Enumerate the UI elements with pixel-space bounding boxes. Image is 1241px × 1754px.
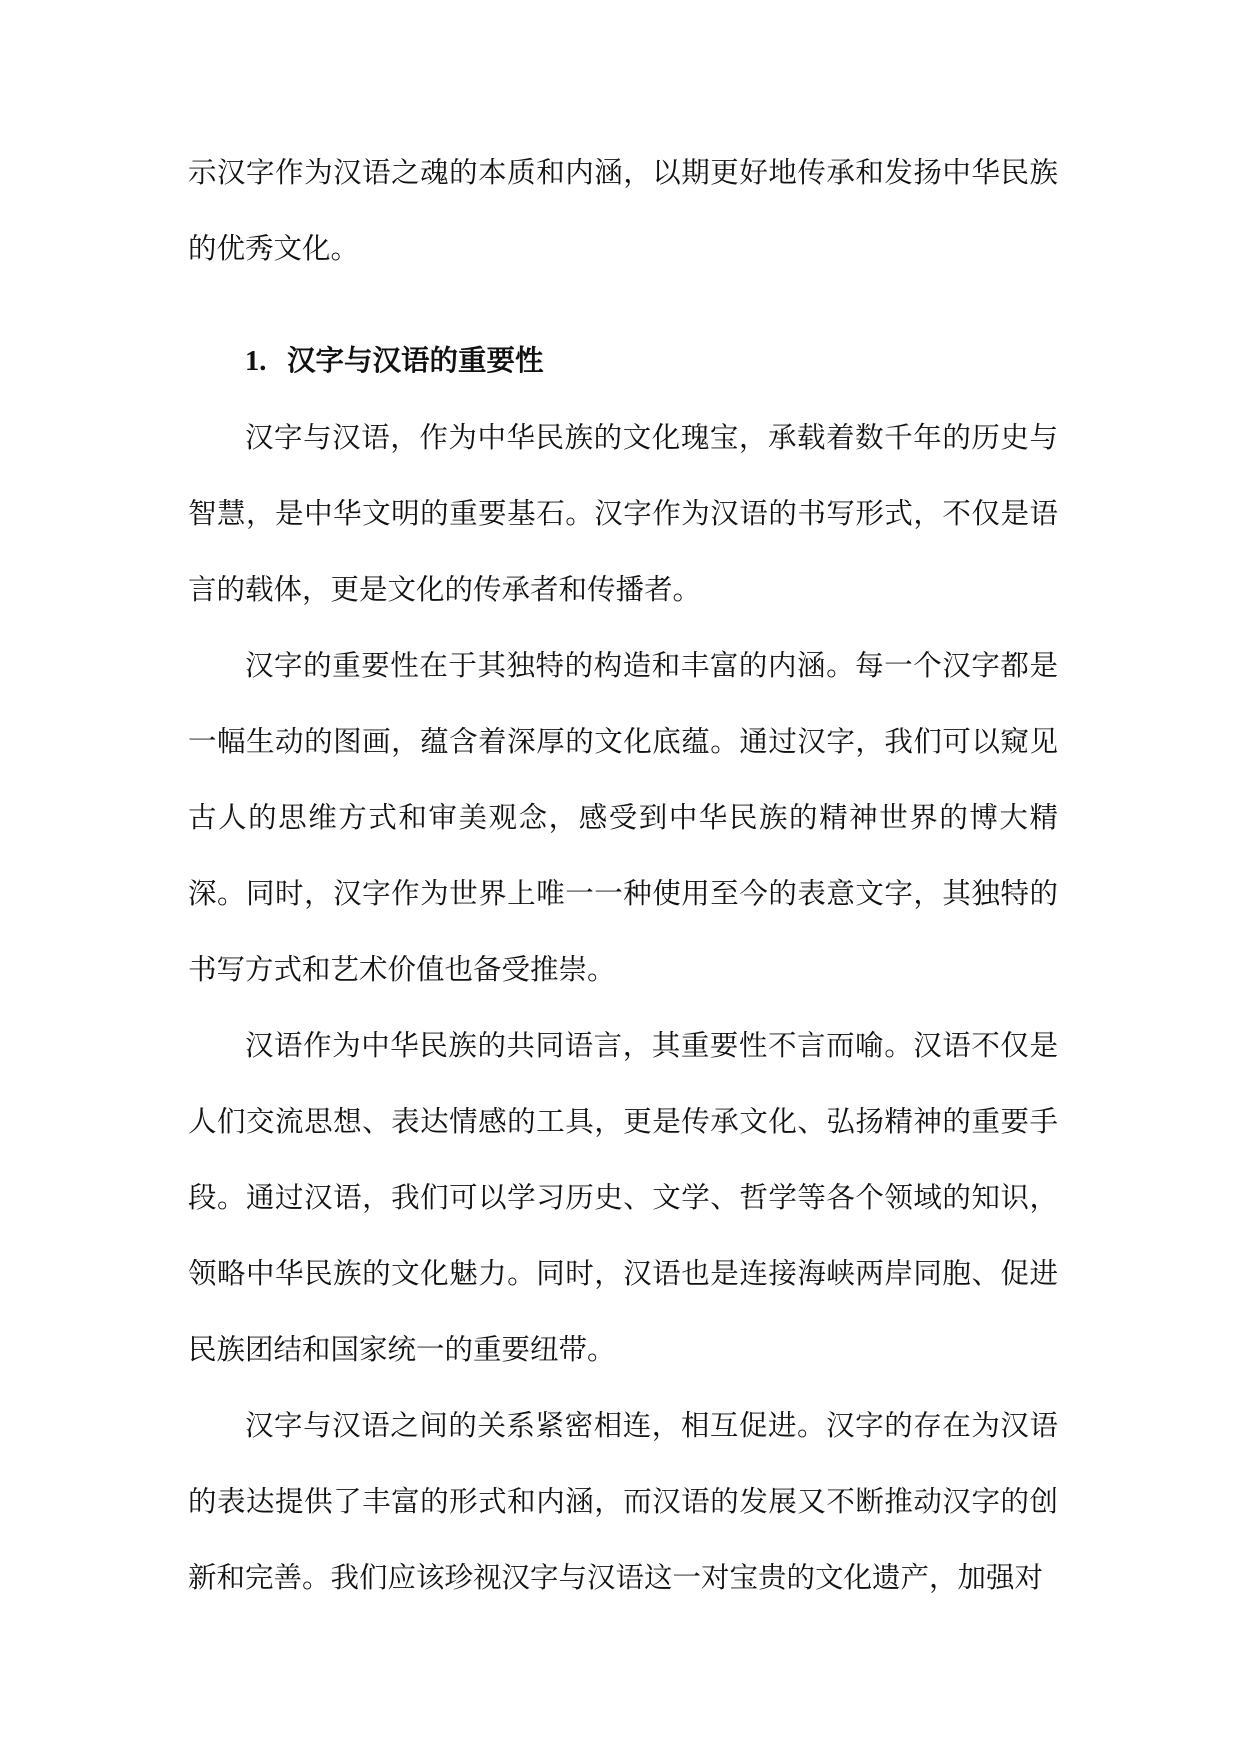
body-paragraph: 汉语作为中华民族的共同语言，其重要性不言而喻。汉语不仅是人们交流思想、表达情感的工具，更是传承文化、弘扬精神的重要手段。通过汉语，我们可以学习历史、文学、哲学等各个领域的知识，领略中华民族的文化魅力。同时，汉语也是连接海峡两岸同胞、促进民族团结和国家统一的重要纽带。 (188, 1029, 1058, 1366)
section-number: 1. (245, 346, 267, 377)
document-body (188, 135, 1058, 1616)
body-paragraph: 汉字与汉语之间的关系紧密相连，相互促进。汉字的存在为汉语的表达提供了丰富的形式和内涵，而汉语的发展又不断推动汉字的创新和完善。我们应该珍视汉字与汉语这一对宝贵的文化遗产，加强对 (188, 1409, 1058, 1594)
body-paragraph: 汉字的重要性在于其独特的构造和丰富的内涵。每一个汉字都是一幅生动的图画，蕴含着深厚的文化底蕴。通过汉字，我们可以窥见古人的思维方式和审美观念，感受到中华民族的精神世界的博大精深。同时，汉字作为世界上唯一一种使用至今的表意文字，其独特的书写方式和艺术价值也备受推崇。 (188, 649, 1058, 986)
section-title: 汉字与汉语的重要性 (287, 344, 544, 377)
section-heading (188, 323, 1058, 400)
continued-paragraph: 示汉字作为汉语之魂的本质和内涵，以期更好地传承和发扬中华民族的优秀文化。 (188, 156, 1058, 265)
body-paragraph: 汉字与汉语，作为中华民族的文化瑰宝，承载着数千年的历史与智慧，是中华文明的重要基石。汉字作为汉语的书写形式，不仅是语言的载体，更是文化的传承者和传播者。 (188, 421, 1058, 606)
